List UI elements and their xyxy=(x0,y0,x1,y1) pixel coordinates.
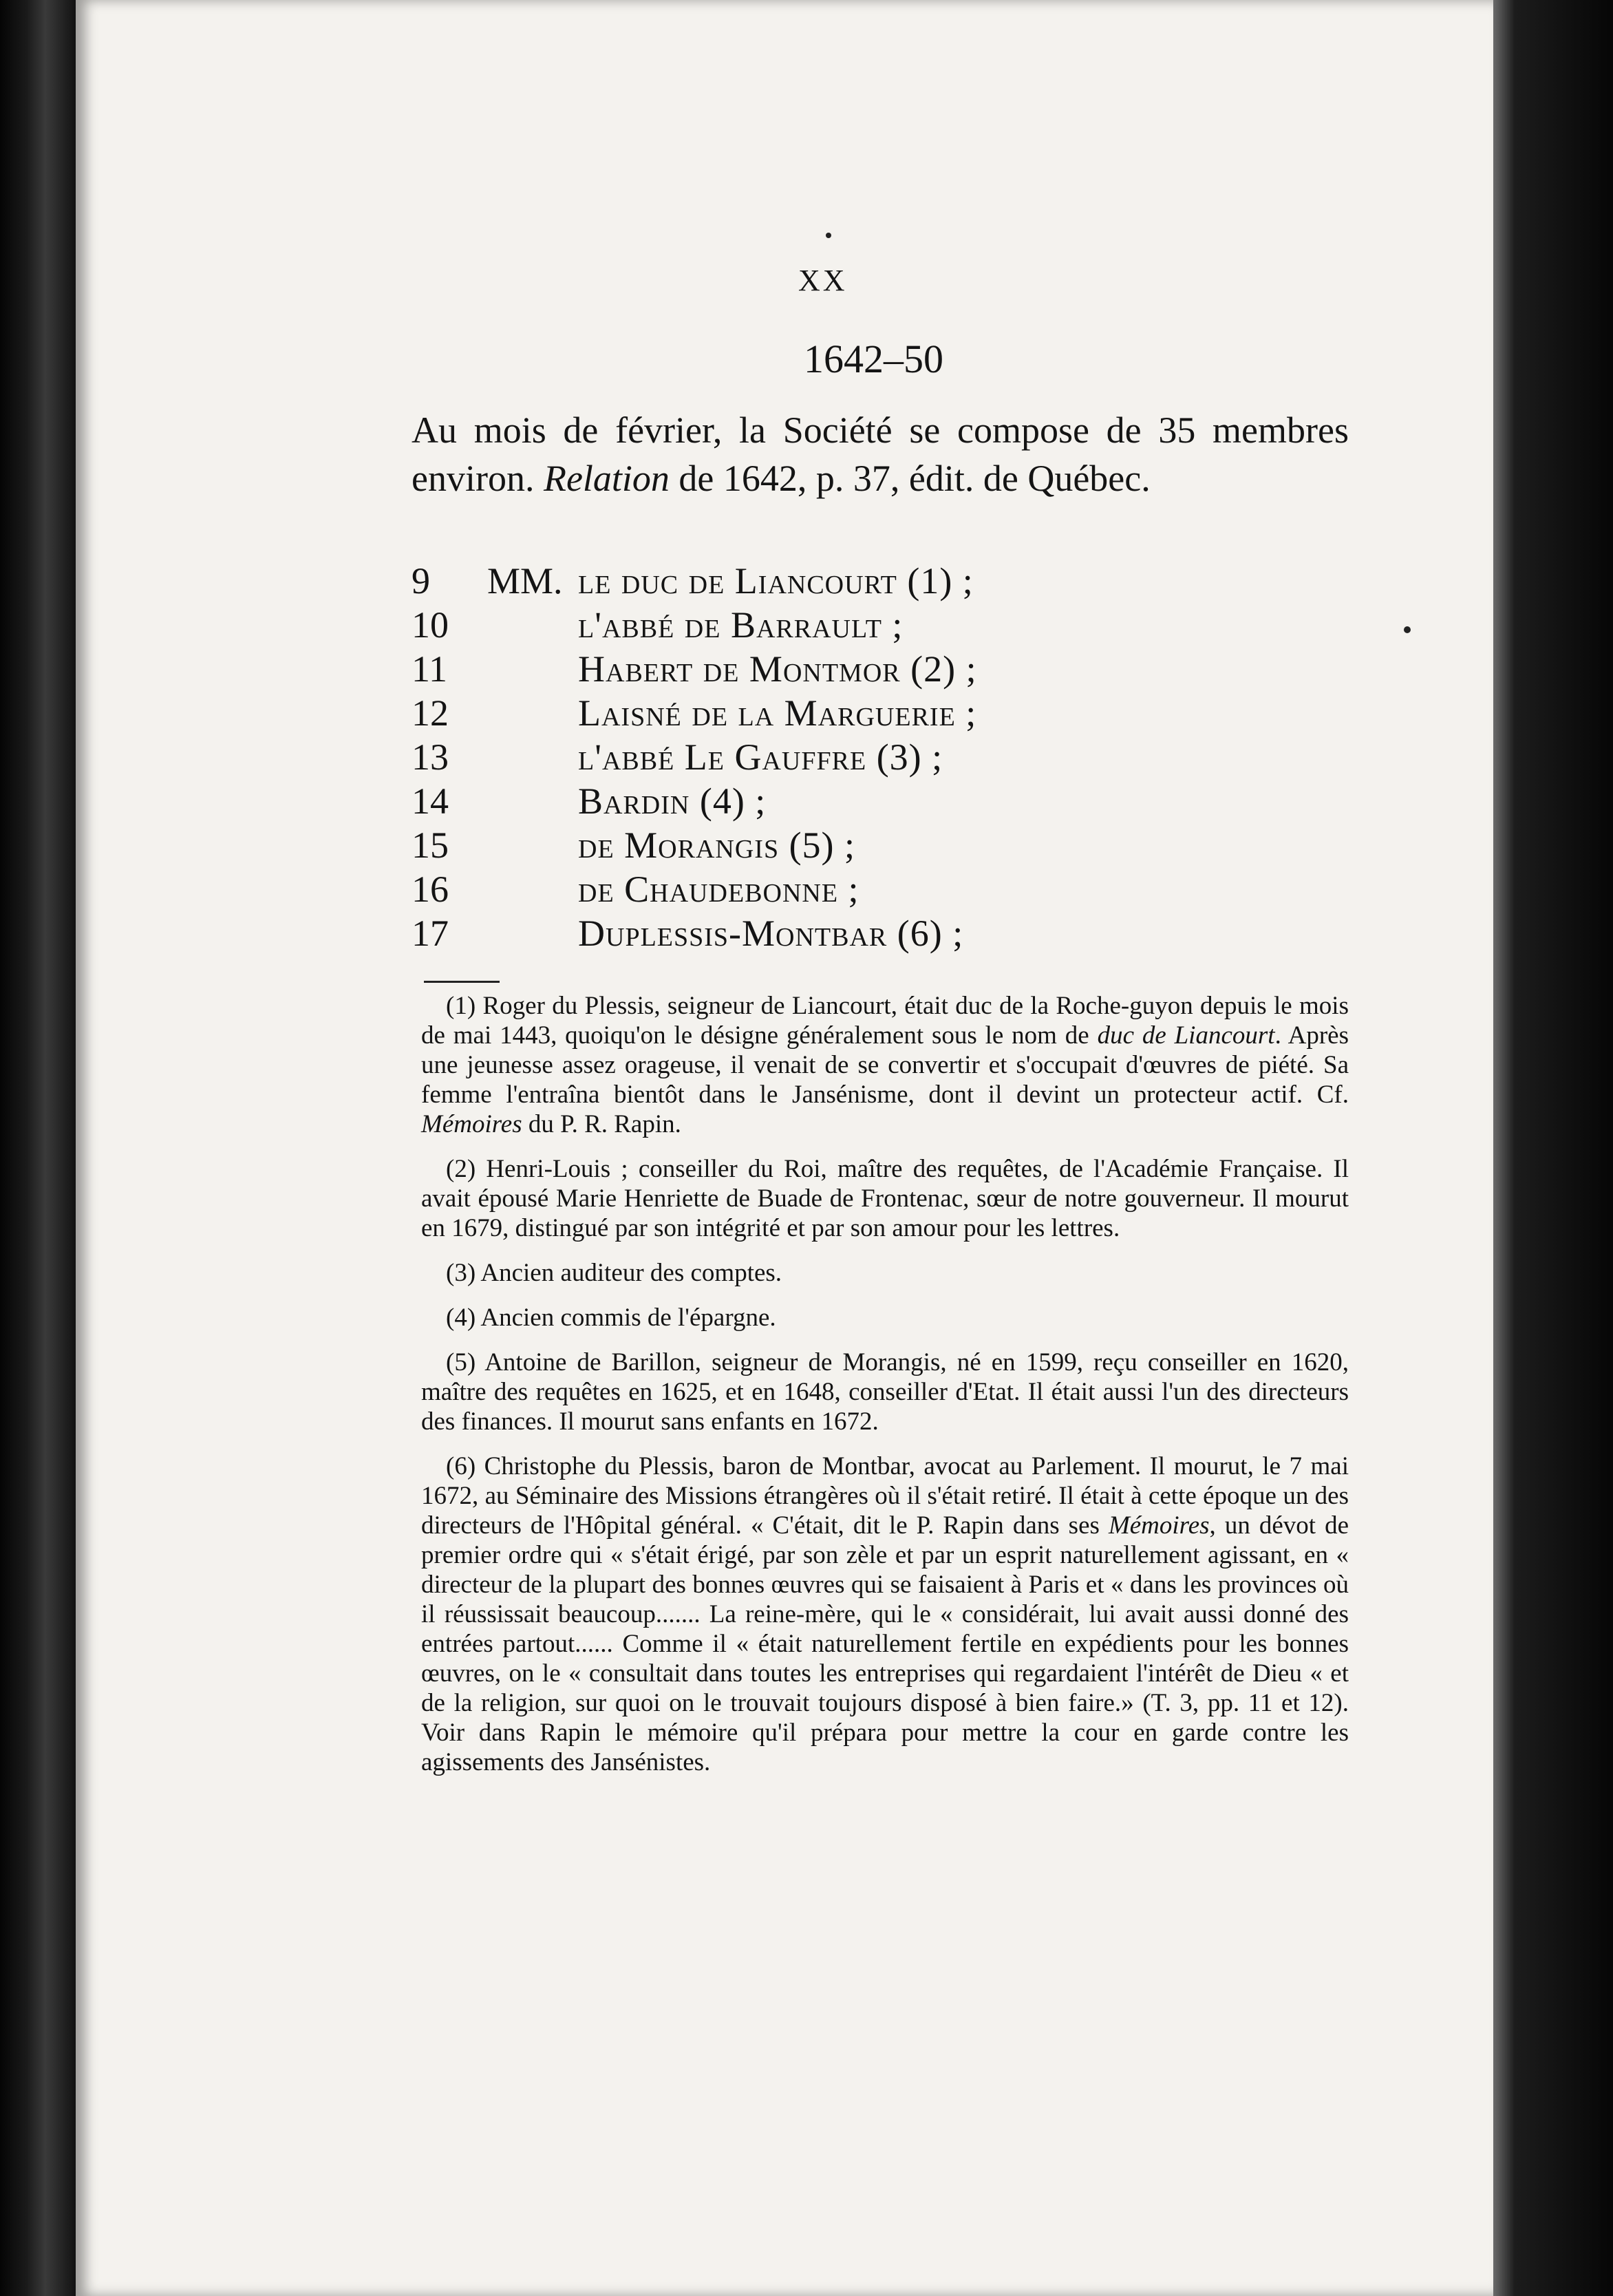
footnote-3: (3) Ancien auditeur des comptes. xyxy=(446,1259,782,1287)
member-number: 12 xyxy=(412,692,449,734)
intro-text: Au mois de février, la Société se compose de 35 membres environ. xyxy=(412,410,1349,499)
member-row xyxy=(412,735,1375,779)
member-number: 10 xyxy=(412,604,449,646)
intro-italic: Relation xyxy=(543,458,670,499)
footnote-text: (6) Christophe du Plessis, baron de Montbar, avocat au Parlement. Il mourut, le 7 mai 1672, au Séminaire des Missions étrangères où il s'était retiré. Il était à cette époque un des directeurs de l'Hôpital général. « C'était, dit le P. Rapin dans ses xyxy=(421,1452,1349,1540)
footnote-text: (1) Roger du Plessis, seigneur de Liancourt, était duc de la Roche-guyon depuis le mois de mai 1443, quoiqu'on le désigne généralement sous le nom de xyxy=(421,992,1349,1050)
member-prefix: MM. xyxy=(487,560,563,602)
member-row xyxy=(412,647,1375,691)
footnotes xyxy=(421,991,1349,1792)
footnote-text: , un dévot de premier ordre qui « s'était érigé, par son zèle et par un esprit naturellement agissant, en « directeur de la plupart des bonnes œuvres qui se faisaient à Paris et « dans les provinces où il réussissait beaucoup....... La reine-mère, qui le « considérait, lui avait aussi donné des entrées partout...... Comme il « était naturellement fertile en expédients pour les bonnes œuvres, on le « consultait dans toutes les entreprises qui regardaient l'intérêt de Dieu « et de la religion, sur quoi on le trouvait toujours disposé à bien faire.» (T. 3, pp. 11 et 12). Voir dans Rapin le mémoire qu'il prépara pour mettre la cour en garde contre les agissements des Jansénistes. xyxy=(421,1511,1349,1776)
member-row xyxy=(412,603,1375,647)
footnote-text: du P. R. Rapin. xyxy=(522,1110,681,1138)
member-number: 14 xyxy=(412,780,449,822)
member-number: 13 xyxy=(412,736,449,778)
footnote-italic: Mémoires xyxy=(421,1110,522,1138)
intro-paragraph xyxy=(412,406,1349,502)
page-number-roman: XX xyxy=(798,264,848,297)
footnote-4: (4) Ancien commis de l'épargne. xyxy=(446,1304,776,1332)
member-row xyxy=(412,779,1375,823)
footnote-italic: Mémoires xyxy=(1108,1511,1210,1540)
paper-speck xyxy=(1404,626,1411,633)
paper-speck xyxy=(826,233,831,238)
member-name: de Morangis (5) ; xyxy=(578,825,856,866)
member-name: l'abbé de Barrault ; xyxy=(578,604,904,646)
member-number: 11 xyxy=(412,648,447,690)
intro-text-end: de 1642, p. 37, édit. de Québec. xyxy=(669,458,1151,499)
member-name: Habert de Montmor (2) ; xyxy=(578,648,977,690)
scan-right-edge xyxy=(1493,0,1613,2296)
member-number: 15 xyxy=(412,825,449,866)
footnote-italic: duc de Liancourt xyxy=(1097,1021,1275,1050)
footnote-5: (5) Antoine de Barillon, seigneur de Morangis, né en 1599, reçu conseiller en 1620, maître des requêtes en 1625, et en 1648, conseiller d'Etat. Il était aussi l'un des directeurs des finances. Il mourut sans enfants en 1672. xyxy=(421,1348,1349,1436)
member-name: de Chaudebonne ; xyxy=(578,869,859,910)
member-name: Laisné de la Marguerie ; xyxy=(578,692,977,734)
member-list xyxy=(412,559,1375,955)
member-row xyxy=(412,823,1375,867)
member-name: Duplessis-Montbar (6) ; xyxy=(578,913,964,954)
scan-left-edge xyxy=(0,0,76,2296)
member-name: Bardin (4) ; xyxy=(578,780,767,822)
footnote-rule xyxy=(424,981,500,983)
footnote-6 xyxy=(421,1452,1349,1777)
member-number: 17 xyxy=(412,913,449,954)
member-row xyxy=(412,911,1375,955)
footnote-2: (2) Henri-Louis ; conseiller du Roi, maître des requêtes, de l'Académie Française. Il avait épousé Marie Henriette de Buade de Frontenac, sœur de notre gouverneur. Il mourut en 1679, distingué par son intégrité et par son amour pour les lettres. xyxy=(421,1155,1349,1242)
member-row xyxy=(412,559,1375,603)
footnote-1 xyxy=(421,991,1349,1139)
member-name: l'abbé Le Gauffre (3) ; xyxy=(578,736,943,778)
section-date-heading: 1642–50 xyxy=(804,337,943,381)
member-name: le duc de Liancourt (1) ; xyxy=(578,560,974,602)
footnote-text: . Après une jeunesse assez orageuse, il venait de se convertir et s'occupait d'œuvres de piété. Sa femme l'entraîna bientôt dans le Jansénisme, dont il devint un protecteur actif. Cf. xyxy=(421,1021,1349,1109)
member-number: 9 xyxy=(412,560,430,602)
member-row xyxy=(412,691,1375,735)
member-row xyxy=(412,867,1375,911)
member-number: 16 xyxy=(412,869,449,910)
